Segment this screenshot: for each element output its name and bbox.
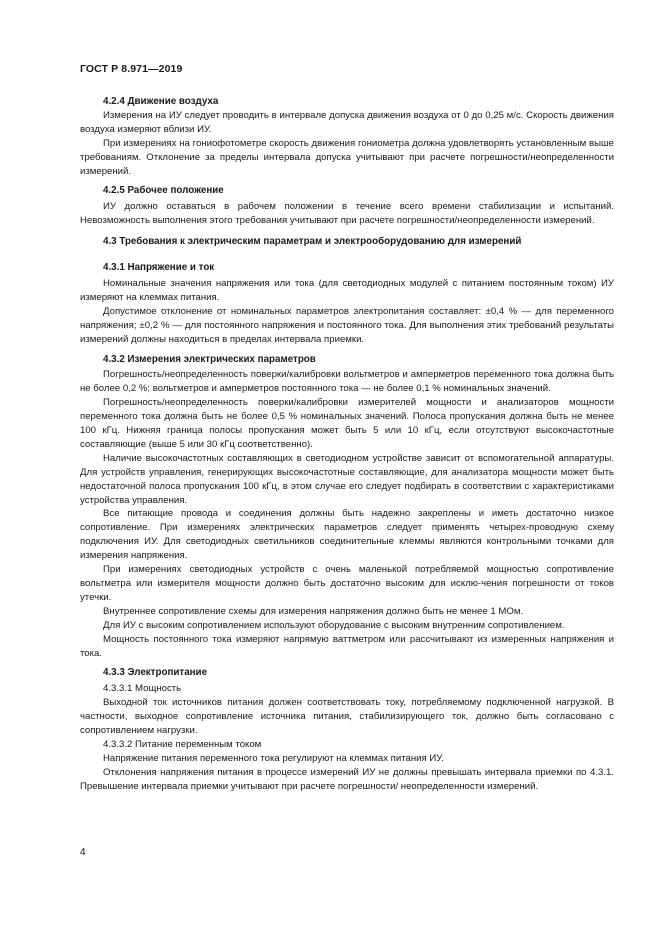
paragraph: При измерениях светодиодных устройств с очень маленькой потребляемой мощностью сопротивление вольтметра или измерителя мощности должно быть достаточно высоким для исклю-чения погрешности от токов утечки. <box>80 564 614 603</box>
paragraph: Напряжение питания переменного тока регулируют на клеммах питания ИУ. <box>103 752 444 764</box>
paragraph: Отклонения напряжения питания в процессе измерений ИУ не должны превышать интервала приемки по 4.3.1. Превышение интервала приемки учитывают при расчете погрешности/ неопределенности измерений. <box>80 766 614 792</box>
standard-number: ГОСТ Р 8.971—2019 <box>80 63 183 75</box>
paragraph: Внутреннее сопротивление схемы для измерения напряжения должно быть не менее 1 МОм. <box>103 605 524 617</box>
paragraph: Выходной ток источников питания должен соответствовать току, потребляемому подключенной нагрузкой. В частности, выходное сопротивление источника питания, стабилизирующего ток, должно быть согласовано с сопротивлением нагрузки. <box>80 697 614 737</box>
section-heading: 4.3.2 Измерения электрических параметров <box>103 353 316 365</box>
paragraph: При измерениях на гониофотометре скорость движения гониометра должна удовлетворять установленным выше требованиям. Отклонение за пределы интервала допуска учитывают при расчете погрешности/неопределенности измерений. <box>80 137 614 177</box>
paragraph: Номинальные значения напряжения или тока (для светодиодных модулей с питанием постоянным током) ИУ измеряют на клеммах питания. <box>80 277 614 303</box>
section-heading: 4.2.5 Рабочее положение <box>103 185 224 197</box>
paragraph: ИУ должно оставаться в рабочем положении в течение всего времени стабилизации и испытаний. Невозможность выполнения этого требования учитывают при расчете погрешности/неопределенности измерений. <box>80 201 614 227</box>
paragraph: Наличие высокочастотных составляющих в светодиодном устройстве зависит от вспомогательной аппаратуры. Для устройств управления, генерирующих высокочастотные составляющие, для анализатора мощности может быть недостаточной полоса пропускания 100 кГц, в этом случае его следует подбирать в соответствии с характеристиками устройства управления. <box>80 452 614 506</box>
paragraph: 4.3.3.1 Мощность <box>103 683 182 695</box>
document-body <box>80 95 614 794</box>
paragraph: 4.3.3.2 Питание переменным током <box>103 738 262 750</box>
paragraph: Погрешность/неопределенность поверки/калибровки измерителей мощности и анализаторов мощности переменного тока должна быть не более 0,5 % номинальных значений. Полоса пропускания должна быть не менее 100 кГц. Нижняя граница полосы пропускания может быть 5 или 10 кГц, если отсутствуют высокочастотные составляющие (выше 5 или 30 кГц соответственно). <box>80 397 614 450</box>
section-heading: 4.2.4 Движение воздуха <box>103 96 219 107</box>
paragraph: Допустимое отклонение от номинальных параметров электропитания составляет: ±0,4 % — для переменного напряжения; ±0,2 % — для постоянного напряжения и постоянного тока. Для выполнения этих требований результаты измерений должны находиться в пределах интервала приемки. <box>80 305 614 345</box>
section-heading: 4.3 Требования к электрическим параметрам и электрооборудованию для измерений <box>103 236 522 248</box>
section-heading: 4.3.1 Напряжение и ток <box>103 262 215 274</box>
paragraph: Мощность постоянного тока измеряют напрямую ваттметром или рассчитывают из измеренных напряжения и тока. <box>80 633 614 659</box>
paragraph: Для ИУ с высоким сопротивлением используют оборудование с высоким внутренним сопротивлением. <box>103 619 565 631</box>
paragraph: Погрешность/неопределенность поверки/калибровки вольтметров и амперметров переменного тока должна быть не более 0,2 %; вольтметров и амперметров постоянного тока — не более 0,1 % номинальных значений. <box>80 369 614 395</box>
paragraph: Измерения на ИУ следует проводить в интервале допуска движения воздуха от 0 до 0,25 м/с. Скорость движения воздуха измеряют вблизи ИУ. <box>80 109 614 135</box>
page-number: 4 <box>80 847 86 858</box>
section-heading: 4.3.3 Электропитание <box>103 667 208 679</box>
paragraph: Все питающие провода и соединения должны быть надежно закреплены и иметь достаточно низкое сопротивление. При измерениях электрических параметров следует применять четырех-проводную схему подключения ИУ. Для светодиодных светильников соединительные клеммы являются контрольными точками для измерения напряжения. <box>80 508 614 562</box>
